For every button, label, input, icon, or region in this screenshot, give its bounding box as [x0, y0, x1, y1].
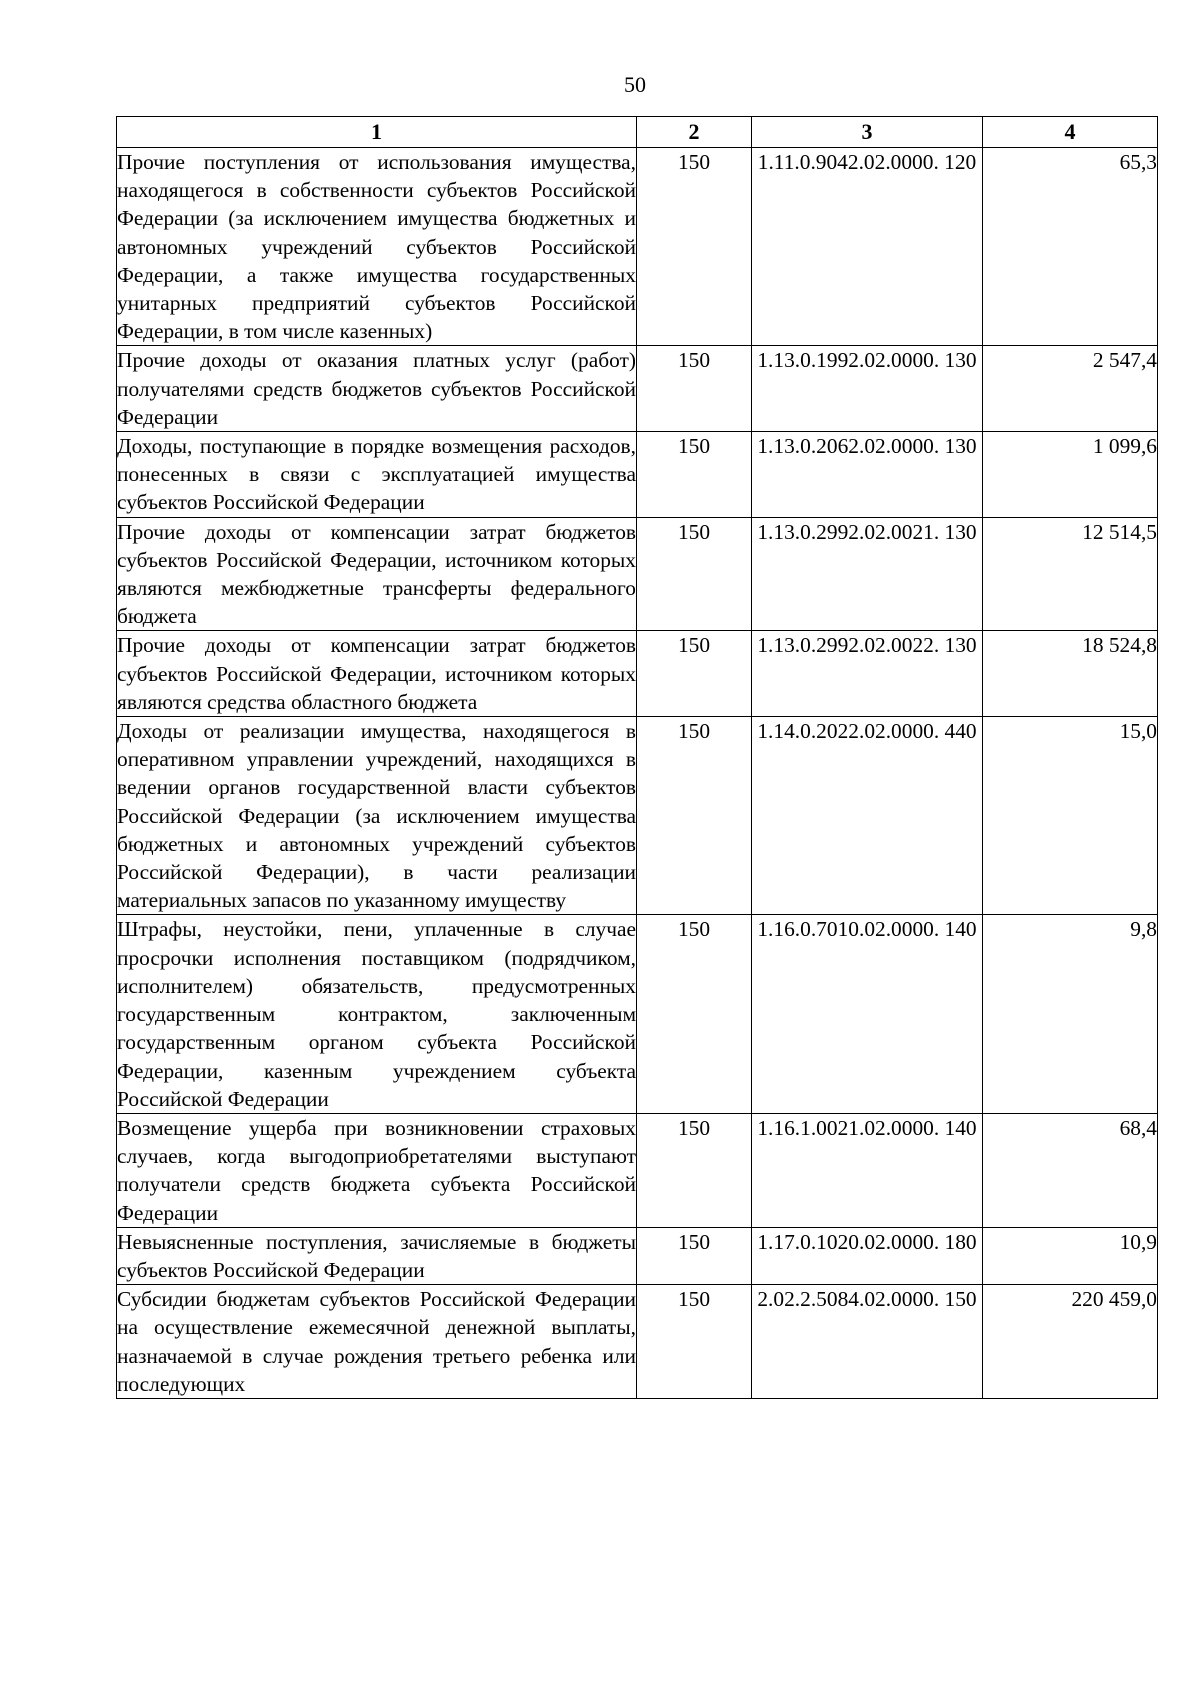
row-line-code: 150: [637, 717, 752, 915]
row-amount: 15,0: [983, 717, 1158, 915]
row-amount: 65,3: [983, 148, 1158, 346]
row-amount: 68,4: [983, 1113, 1158, 1227]
row-description: Прочие доходы от компенсации затрат бюджетов субъектов Российской Федерации, источником которых являются межбюджетные трансферты федерального бюджета: [117, 517, 637, 631]
table-row: [117, 148, 1158, 346]
table-row: [117, 717, 1158, 915]
row-budget-code: 1.11.0.9042.02.0000. 120: [752, 148, 983, 346]
row-amount: 10,9: [983, 1227, 1158, 1284]
row-budget-code: 1.13.0.2992.02.0022. 130: [752, 631, 983, 717]
row-line-code: 150: [637, 631, 752, 717]
row-amount: 220 459,0: [983, 1285, 1158, 1399]
row-amount: 12 514,5: [983, 517, 1158, 631]
row-budget-code: 1.13.0.2992.02.0021. 130: [752, 517, 983, 631]
row-amount: 2 547,4: [983, 346, 1158, 432]
row-budget-code: 2.02.2.5084.02.0000. 150: [752, 1285, 983, 1399]
row-line-code: 150: [637, 148, 752, 346]
row-line-code: 150: [637, 346, 752, 432]
table-row: [117, 432, 1158, 518]
row-line-code: 150: [637, 1285, 752, 1399]
table-row: [117, 346, 1158, 432]
row-line-code: 150: [637, 517, 752, 631]
table-row: [117, 1227, 1158, 1284]
row-description: Возмещение ущерба при возникновении страховых случаев, когда выгодоприобретателями выступают получатели средств бюджета субъекта Российской Федерации: [117, 1113, 637, 1227]
row-amount: 18 524,8: [983, 631, 1158, 717]
revenue-table: [116, 116, 1158, 1399]
row-amount: 9,8: [983, 915, 1158, 1113]
table-row: [117, 1113, 1158, 1227]
row-description: Прочие доходы от компенсации затрат бюджетов субъектов Российской Федерации, источником которых являются средства областного бюджета: [117, 631, 637, 717]
table-header-row: [117, 117, 1158, 148]
row-budget-code: 1.14.0.2022.02.0000. 440: [752, 717, 983, 915]
row-line-code: 150: [637, 432, 752, 518]
row-description: Прочие поступления от использования имущества, находящегося в собственности субъектов Российской Федерации (за исключением имущества бюджетных и автономных учреждений субъектов Российской Федерации, а также имущества государственных унитарных предприятий субъектов Российской Федерации, в том числе казенных): [117, 148, 637, 346]
column-header-3: 3: [752, 117, 983, 148]
row-line-code: 150: [637, 1227, 752, 1284]
row-description: Субсидии бюджетам субъектов Российской Федерации на осуществление ежемесячной денежной выплаты, назначаемой в случае рождения третьего ребенка или последующих: [117, 1285, 637, 1399]
row-description: Штрафы, неустойки, пени, уплаченные в случае просрочки исполнения поставщиком (подрядчиком, исполнителем) обязательств, предусмотренных государственным контрактом, заключенным государственным органом субъекта Российской Федерации, казенным учреждением субъекта Российской Федерации: [117, 915, 637, 1113]
table-row: [117, 631, 1158, 717]
row-description: Невыясненные поступления, зачисляемые в бюджеты субъектов Российской Федерации: [117, 1227, 637, 1284]
row-budget-code: 1.17.0.1020.02.0000. 180: [752, 1227, 983, 1284]
table-row: [117, 517, 1158, 631]
row-budget-code: 1.16.0.7010.02.0000. 140: [752, 915, 983, 1113]
row-amount: 1 099,6: [983, 432, 1158, 518]
row-budget-code: 1.13.0.2062.02.0000. 130: [752, 432, 983, 518]
row-description: Доходы от реализации имущества, находящегося в оперативном управлении учреждений, находящихся в ведении органов государственной власти субъектов Российской Федерации (за исключением имущества бюджетных и автономных учреждений субъектов Российской Федерации), в части реализации материальных запасов по указанному имуществу: [117, 717, 637, 915]
row-description: Доходы, поступающие в порядке возмещения расходов, понесенных в связи с эксплуатацией имущества субъектов Российской Федерации: [117, 432, 637, 518]
row-budget-code: 1.13.0.1992.02.0000. 130: [752, 346, 983, 432]
page-number: 50: [624, 72, 646, 97]
table-row: [117, 1285, 1158, 1399]
row-line-code: 150: [637, 1113, 752, 1227]
table-row: [117, 915, 1158, 1113]
column-header-4: 4: [983, 117, 1158, 148]
column-header-2: 2: [637, 117, 752, 148]
row-budget-code: 1.16.1.0021.02.0000. 140: [752, 1113, 983, 1227]
row-description: Прочие доходы от оказания платных услуг (работ) получателями средств бюджетов субъектов Российской Федерации: [117, 346, 637, 432]
row-line-code: 150: [637, 915, 752, 1113]
column-header-1: 1: [117, 117, 637, 148]
